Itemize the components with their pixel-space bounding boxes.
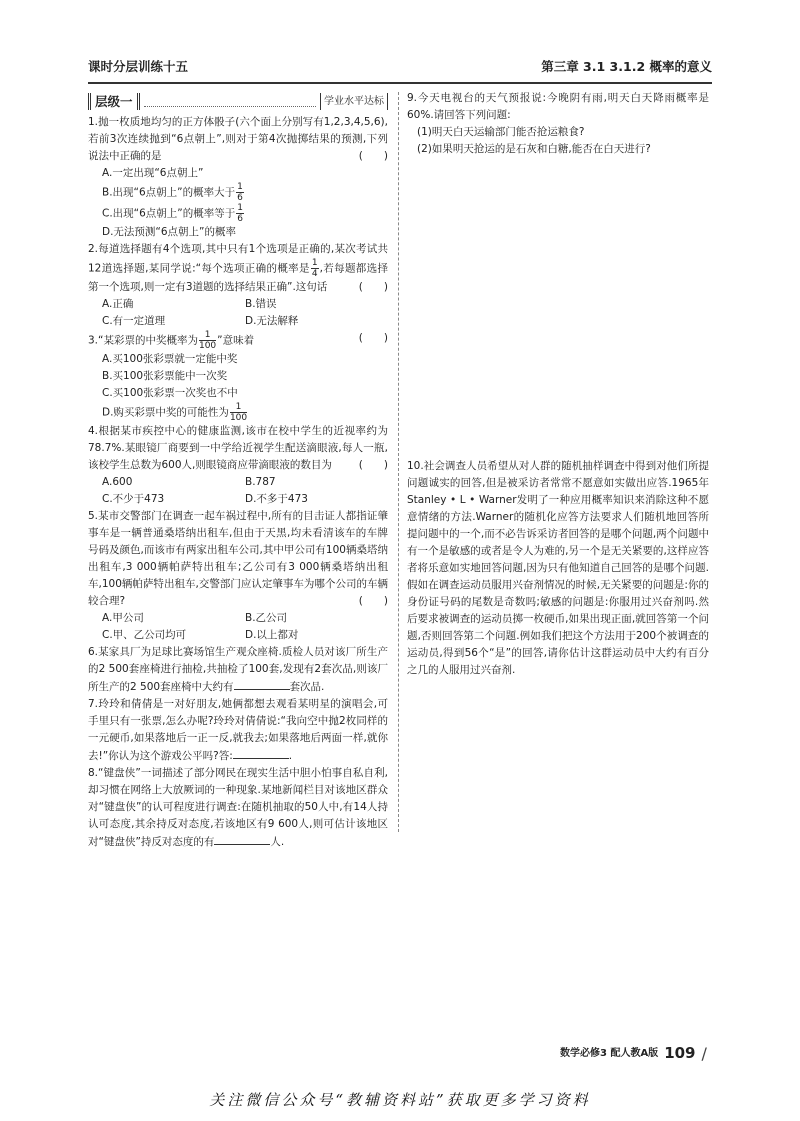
q1-option-c: C.出现“6点朝上”的概率等于 $\frac{1}{6}$ xyxy=(102,203,243,224)
right-column xyxy=(407,90,709,679)
fraction: $\frac{1}{4}$ xyxy=(311,258,318,279)
q2-options xyxy=(88,296,388,330)
handwritten-note: 关注微信公众号“教辅资料站”获取更多学习资料 xyxy=(209,1091,591,1109)
question-2: 2.每道选择题有4个选项,其中只有1个选项是正确的,某次考试共12道选择题,某同学说:“每个选项正确的概率是 $\frac{1}{4}$ ,若每题都选择第一个选项,则一定有3道题的选择结果正确”.这句话 ( ) A.正确 B.错误 C.有一定道理 D.无法解释 xyxy=(88,241,388,330)
lesson-title: 课时分层训练十五 xyxy=(88,59,189,74)
page-header xyxy=(88,58,712,80)
q4-options xyxy=(88,474,388,508)
chapter-section: 第三章 3.1 3.1.2 概率的意义 xyxy=(541,59,712,74)
column-divider xyxy=(398,92,399,832)
fraction: $\frac{1}{6}$ xyxy=(237,203,243,224)
question-3: 3.“某彩票的中奖概率为 $\frac{1}{100}$ ”意味着 ( ) A.买100张彩票就一定能中奖 B.买100张彩票能中一次奖 C.买100张彩票一次奖也不中 D.购买彩票中奖的可能性为 $\frac{1}{100}$ xyxy=(88,330,388,423)
q2-option-a: A.正确 xyxy=(102,298,134,310)
q9-sub-2: (2)如果明天抢运的是石灰和白糖,能否在白天进行? xyxy=(417,143,651,155)
q9-sub-1: (1)明天白天运输部门能否抢运粮食? xyxy=(417,126,585,138)
level-tag: 学业水平达标 xyxy=(320,93,388,110)
level-name: 层级一 xyxy=(88,93,140,110)
level-bar xyxy=(88,90,388,112)
page-number: 109 xyxy=(664,1043,696,1062)
fraction: $\frac{1}{6}$ xyxy=(237,182,243,203)
q10-text: 10.社会调查人员希望从对人群的随机抽样调查中得到对他们所提问题诚实的回答,但是被采访者常常不愿意如实做出应答.1965年Stanley • L • Warner发明了一种应用概率知识来消除这种不愿意情绪的方法.Warner的随机化应答方法要求人们随机地回答所提问题中的一个,而不必告诉采访者回答的是哪个问题,两个问题中有一个是敏感的或者是令人为难的,另一个是无关紧要的,这样应答者将乐意如实地回答问题,因为只有他知道自己回答的是哪个问题.假如在调查运动员服用兴奋剂情况的时候,无关紧要的问题是:你的身份证号码的尾数是奇数吗;敏感的问题是:你服用过兴奋剂吗.然后要求被调查的运动员掷一枚硬币,如果出现正面,就回答第一个问题,否则回答第二个问题.例如我们把这个方法用于200个被调查的运动员,得到56个“是”的回答,请你估计这群运动员中大约有百分之几的人服用过兴奋剂. xyxy=(407,460,709,676)
q5-answer-paren: ( ) xyxy=(358,595,388,607)
book-name: 数学必修3 配人教A版 xyxy=(560,1047,659,1059)
question-8: 8.“键盘侠”一词描述了部分网民在现实生活中胆小怕事自私自利,却习惯在网络上大放厥词的一种现象.某地新闻栏目对该地区群众对“键盘侠”的认可程度进行调查:在随机抽取的50人中,有14人持认可态度,其余持反对态度,若该地区有9 600人,则可估计该地区对“键盘侠”持反对态度的有 人. xyxy=(88,767,388,848)
q4-option-b: B.787 xyxy=(245,476,276,488)
q2-option-b: B.错误 xyxy=(245,298,277,310)
fraction: $\frac{1}{100}$ xyxy=(229,402,248,423)
q3-option-d: D.购买彩票中奖的可能性为 $\frac{1}{100}$ xyxy=(102,402,248,423)
question-4: 4.根据某市疾控中心的健康监测,该市在校中学生的近视率约为78.7%.某眼镜厂商要到一中学给近视学生配送滴眼液,每人一瓶,该校学生总数为600人,则眼镜商应带滴眼液的数目为 ( ) A.600 B.787 C.不少于473 D.不多于473 xyxy=(88,423,388,508)
question-7: 7.玲玲和倩倩是一对好朋友,她俩都想去观看某明星的演唱会,可手里只有一张票,怎么办呢?玲玲对倩倩说:“我向空中抛2枚同样的一元硬币,如果落地后一正一反,就我去;如果落地后两面一样,就你去!”你认为这个游戏公平吗?答: . xyxy=(88,698,388,762)
q3-option-c: C.买100张彩票一次奖也不中 xyxy=(102,387,238,399)
question-1 xyxy=(88,114,388,241)
question-10 xyxy=(407,458,709,679)
q3-answer-paren: ( ) xyxy=(358,332,388,344)
q5-option-c: C.甲、乙公司均可 xyxy=(102,629,187,641)
answer-space xyxy=(407,158,709,458)
q9-text: 9.今天电视台的天气预报说:今晚阴有雨,明天白天降雨概率是60%.请回答下列问题: xyxy=(407,92,709,121)
q1-text: 1.抛一枚质地均匀的正方体骰子(六个面上分别写有1,2,3,4,5,6),若前3次连续抛到“6点朝上”,则对于第4次抛掷结果的预测,下列说法中正确的是 xyxy=(88,116,388,162)
q8-answer-blank[interactable] xyxy=(214,833,270,845)
q2-option-c: C.有一定道理 xyxy=(102,315,166,327)
q1-option-d: D.无法预测“6点朝上”的概率 xyxy=(102,226,236,238)
level-dots xyxy=(144,96,316,107)
q3-option-b: B.买100张彩票能中一次奖 xyxy=(102,370,228,382)
footer-slash: / xyxy=(701,1043,707,1063)
fraction: $\frac{1}{100}$ xyxy=(198,330,217,351)
q5-option-b: B.乙公司 xyxy=(245,612,288,624)
header-rule xyxy=(88,82,712,84)
q4-option-d: D.不多于473 xyxy=(245,493,308,505)
q4-option-a: A.600 xyxy=(102,476,133,488)
q1-answer-paren: ( ) xyxy=(358,150,388,162)
q4-answer-paren: ( ) xyxy=(358,459,388,471)
q5-option-d: D.以上都对 xyxy=(245,629,299,641)
q2-answer-paren: ( ) xyxy=(358,281,388,293)
q1-option-b: B.出现“6点朝上”的概率大于 $\frac{1}{6}$ xyxy=(102,182,243,203)
q4-option-c: C.不少于473 xyxy=(102,493,165,505)
page-footer xyxy=(560,1044,707,1062)
question-9 xyxy=(407,90,709,158)
left-column xyxy=(88,90,388,851)
question-5: 5.某市交警部门在调查一起车祸过程中,所有的目击证人都指证肇事车是一辆普通桑塔纳出租车,但由于天黑,均未看清该车的车牌号码及颜色,而该市有两家出租车公司,其中甲公司有100辆桑塔纳出租车,3 000辆帕萨特出租车;乙公司有3 000辆桑塔纳出租车,100辆帕萨特出租车,交警部门应认定肇事车为哪个公司的车辆较合理? ( ) A.甲公司 B.乙公司 C.甲、乙公司均可 D.以上都对 xyxy=(88,508,388,644)
question-6: 6.某家具厂为足球比赛场馆生产观众座椅.质检人员对该厂所生产的2 500套座椅进行抽检,共抽检了100套,发现有2套次品,则该厂所生产的2 500套座椅中大约有 套次品. xyxy=(88,646,388,693)
q5-option-a: A.甲公司 xyxy=(102,612,144,624)
q3-option-a: A.买100张彩票就一定能中奖 xyxy=(102,353,238,365)
q6-answer-blank[interactable] xyxy=(234,678,290,690)
q7-answer-blank[interactable] xyxy=(233,747,289,759)
q1-option-a: A.一定出现“6点朝上” xyxy=(102,167,204,179)
q5-options xyxy=(88,610,388,644)
q2-option-d: D.无法解释 xyxy=(245,315,299,327)
